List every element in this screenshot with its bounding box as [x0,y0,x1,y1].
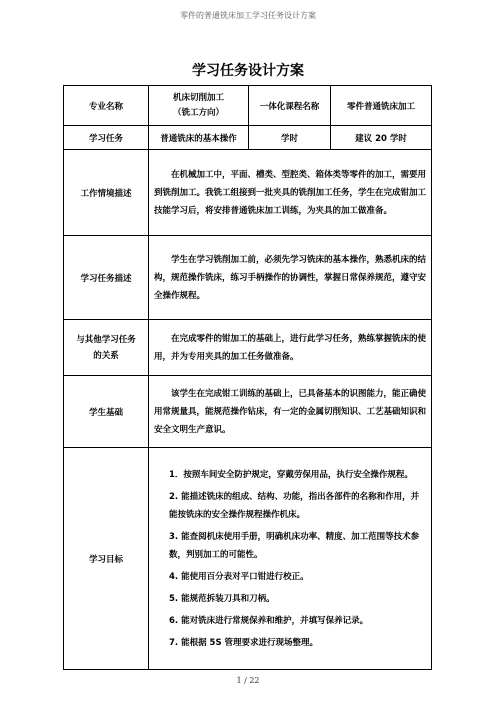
goal-item: 5. 能规范拆装刀具和刀柄。 [169,593,275,604]
table-row [64,320,432,376]
goal-item: 7. 能根据 5S 管理要求进行现场整理。 [169,637,319,648]
running-header: 零件的普通铣床加工学习任务设计方案 [180,11,316,20]
task-description-label: 学习任务描述 [64,236,149,320]
page-title: 学习任务设计方案 [192,63,304,79]
scenario-label: 工作情境描述 [64,150,149,236]
relation-text: 在完成零件的钳加工的基础上，进行此学习任务，熟练掌握铣床的使用，并为专用夹具的加工任务做准备。 [149,320,432,376]
goals-list [149,448,432,670]
major-label: 专业名称 [64,86,149,126]
goal-item: 6. 能对铣床进行常规保养和维护，并填写保养记录。 [169,615,369,626]
course-value: 零件普通铣床加工 [331,86,432,126]
table-row [64,126,432,150]
relation-label-line2: 的关系 [93,350,119,361]
goal-item: 3. 能查阅机床使用手册，明确机床功率、精度、加工范围等技术参数，判别加工的可能性。 [169,531,420,560]
student-basis-text: 该学生在完成钳工训练的基础上，已具备基本的识图能力，能正确使用常规量具，能规范操作钻床，有一定的金属切削知识、工艺基础知识和安全文明生产意识。 [149,376,432,448]
relation-label [64,320,149,376]
table-row [64,86,432,126]
goals-label: 学习目标 [64,448,149,670]
relation-label-line1: 与其他学习任务 [76,334,136,345]
table-row [64,150,432,236]
major-value-line2: （铣工方向） [172,107,224,118]
table-row [64,448,432,670]
hours-value: 建议 20 学时 [331,126,432,150]
goal-item: 4. 能使用百分表对平口钳进行校正。 [169,571,309,582]
table-row [64,236,432,320]
task-label: 学习任务 [64,126,149,150]
student-basis-label: 学生基础 [64,376,149,448]
goal-item: 1．按照车间安全防护规定，穿戴劳保用品，执行安全操作规程。 [169,469,413,480]
major-value-line1: 机床切削加工 [172,92,224,103]
task-value: 普通铣床的基本操作 [149,126,249,150]
table-row [64,376,432,448]
course-label: 一体化课程名称 [249,86,331,126]
page-number: 1 / 22 [236,676,260,685]
task-plan-table [63,85,432,670]
hours-label: 学时 [249,126,331,150]
goal-item: 2. 能描述铣床的组成、结构、功能，指出各部件的名称和作用，并能按铣床的安全操作规程操作机床。 [169,491,420,520]
task-description-text: 学生在学习铣削加工前，必须先学习铣床的基本操作，熟悉机床的结构，规范操作铣床，练习手柄操作的协调性，掌握日常保养规范，遵守安全操作规程。 [149,236,432,320]
major-value [149,86,249,126]
scenario-text: 在机械加工中，平面、槽类、型腔类、箱体类等零件的加工，需要用到铣削加工。我铣工组接到一批夹具的铣削加工任务，学生在完成钳加工技能学习后，将安排普通铣床加工训练，为夹具的加工做准备。 [149,150,432,236]
